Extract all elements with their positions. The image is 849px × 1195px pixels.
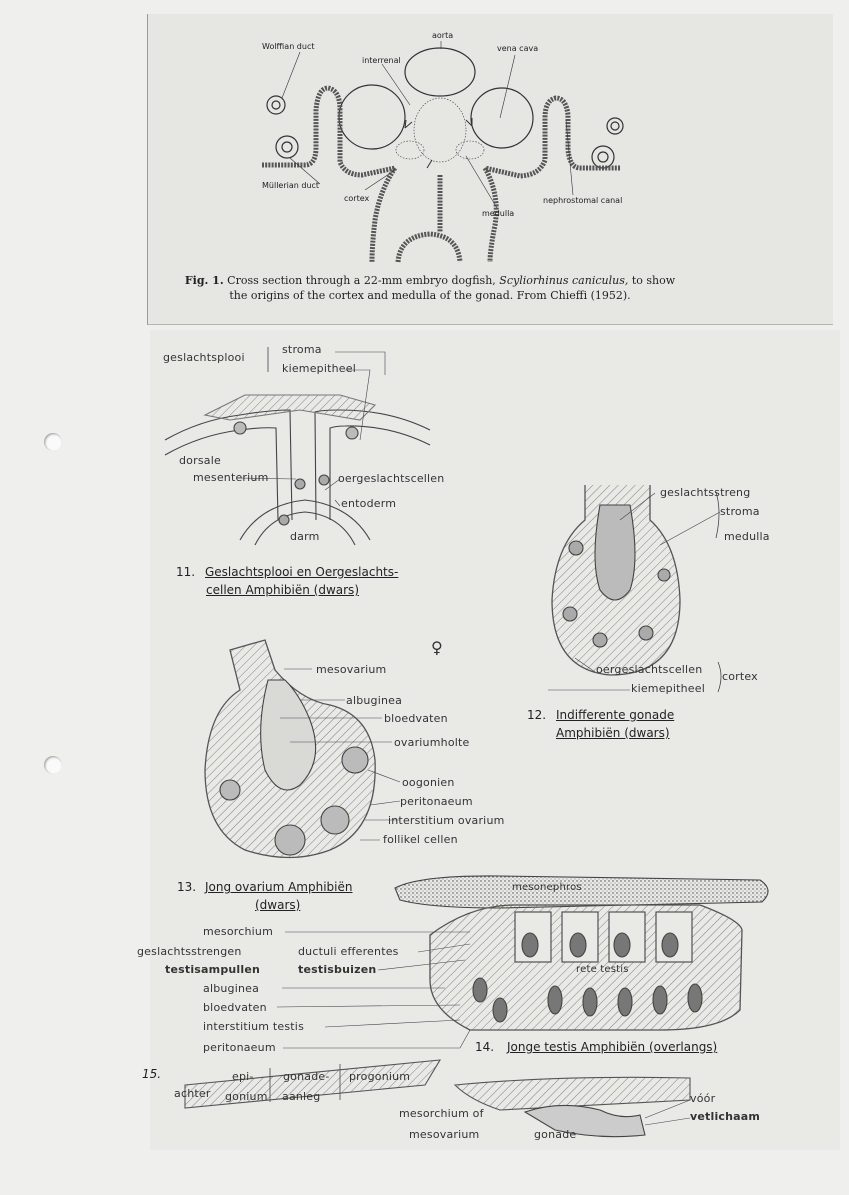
fig11-title-line2: cellen Amphibiën (dwars) bbox=[206, 583, 359, 597]
fig13-mesovarium: mesovarium bbox=[316, 663, 387, 676]
fig11-oergeslachtscellen: oergeslachtscellen bbox=[338, 472, 445, 485]
fig15-mesovarium: mesovarium bbox=[409, 1128, 480, 1141]
fig1-label-cortex: cortex bbox=[344, 194, 370, 203]
fig11-darm: darm bbox=[290, 530, 320, 543]
fig11-stroma: stroma bbox=[282, 343, 322, 356]
fig14-bloedvaten: bloedvaten bbox=[203, 1001, 267, 1014]
fig13-follikel-cellen: follikel cellen bbox=[383, 833, 458, 846]
fig14-geslachtsstrengen: geslachtsstrengen bbox=[137, 945, 242, 958]
fig12-title-line2: Amphibiën (dwars) bbox=[556, 726, 670, 740]
fig14-mesorchium: mesorchium bbox=[203, 925, 273, 938]
fig14-ductuli-efferentes: ductuli efferentes bbox=[298, 945, 399, 958]
fig13-interstitium-ovarium: interstitium ovarium bbox=[388, 814, 505, 827]
fig13-bloedvaten: bloedvaten bbox=[384, 712, 448, 725]
fig11-kiemepitheel: kiemepitheel bbox=[282, 362, 356, 375]
fig12-stroma: stroma bbox=[720, 505, 760, 518]
fig1-label-nephrostomal-canal: nephrostomal canal bbox=[543, 196, 623, 205]
fig12-cortex: cortex bbox=[722, 670, 758, 683]
fig11-geslachtsplooi: geslachtsplooi bbox=[163, 351, 245, 364]
fig13-albuginea: albuginea bbox=[346, 694, 403, 707]
fig13-number: 13. bbox=[177, 880, 197, 894]
fig15-progonium: progonium bbox=[349, 1070, 411, 1083]
fig15-voor: vóór bbox=[690, 1092, 716, 1105]
fig11-title-line1: Geslachtsplooi en Oergeslachts- bbox=[205, 565, 399, 579]
fig15-number: 15. bbox=[142, 1067, 162, 1081]
fig15-gonade: gonade- bbox=[283, 1070, 330, 1083]
fig12-female-symbol: ♀ bbox=[431, 638, 443, 657]
fig14-mesonephros: mesonephros bbox=[512, 882, 582, 893]
fig12-kiemepitheel: kiemepitheel bbox=[631, 682, 705, 695]
fig14-testisbuizen: testisbuizen bbox=[298, 963, 377, 976]
fig11-number: 11. bbox=[176, 565, 196, 579]
fig12-oergeslachtscellen: oergeslachtscellen bbox=[596, 663, 703, 676]
fig14-interstitium-testis: interstitium testis bbox=[203, 1020, 304, 1033]
fig1-label-medulla: medulla bbox=[482, 209, 515, 218]
fig14-testisampullen: testisampullen bbox=[165, 963, 261, 976]
fig13-title-line1: Jong ovarium Amphibiën bbox=[205, 880, 353, 894]
fig13-oogonien: oogonien bbox=[402, 776, 455, 789]
fig15-epi: epi- bbox=[232, 1070, 254, 1083]
fig14-title: Jonge testis Amphibiën (overlangs) bbox=[507, 1040, 718, 1054]
fig11-dorsale: dorsale bbox=[179, 454, 221, 467]
caption-text-2: to show the origins of the cortex and medulla of the gonad. From Chieffi (1952). bbox=[229, 274, 676, 302]
fig15-mesorchium-of: mesorchium of bbox=[399, 1107, 484, 1120]
fig1-label-vena-cava: vena cava bbox=[497, 44, 539, 53]
fig12-medulla: medulla bbox=[724, 530, 770, 543]
fig13-ovariumholte: ovariumholte bbox=[394, 736, 470, 749]
fig15-vetlichaam: vetlichaam bbox=[690, 1110, 761, 1123]
fig11-entoderm: entoderm bbox=[341, 497, 397, 510]
fig15-gonium: gonium bbox=[225, 1090, 268, 1103]
fig12-title-line1: Indifferente gonade bbox=[556, 708, 675, 722]
fig13-title-line2: (dwars) bbox=[255, 898, 301, 912]
fig12-number: 12. bbox=[527, 708, 547, 722]
fig11-mesenterium: mesenterium bbox=[193, 471, 269, 484]
fig1-label-wolffian-duct: Wolffian duct bbox=[262, 42, 315, 51]
caption-text-1: Cross section through a 22-mm embryo dogfish, bbox=[223, 274, 500, 287]
fig15-achter: achter bbox=[174, 1087, 211, 1100]
fig14-peritonaeum: peritonaeum bbox=[203, 1041, 276, 1054]
fig1-label-interrenal: interrenal bbox=[362, 56, 401, 65]
fig14-number: 14. bbox=[475, 1040, 495, 1054]
fig1-label-aorta: aorta bbox=[432, 31, 454, 40]
fig15-aanleg: aanleg bbox=[282, 1090, 321, 1103]
fig14-albuginea: albuginea bbox=[203, 982, 260, 995]
fig12-geslachtsstreng: geslachtsstreng bbox=[660, 486, 751, 499]
fig13-peritonaeum: peritonaeum bbox=[400, 795, 473, 808]
caption-prefix: Fig. 1. bbox=[184, 274, 224, 287]
caption-species: Scyliorhinus caniculus, bbox=[499, 274, 629, 287]
fig14-rete-testis: rete testis bbox=[576, 964, 629, 975]
fig1-label-mullerian-duct: Müllerian duct bbox=[262, 181, 320, 190]
fig15-gonade-label: gonade bbox=[534, 1128, 577, 1141]
